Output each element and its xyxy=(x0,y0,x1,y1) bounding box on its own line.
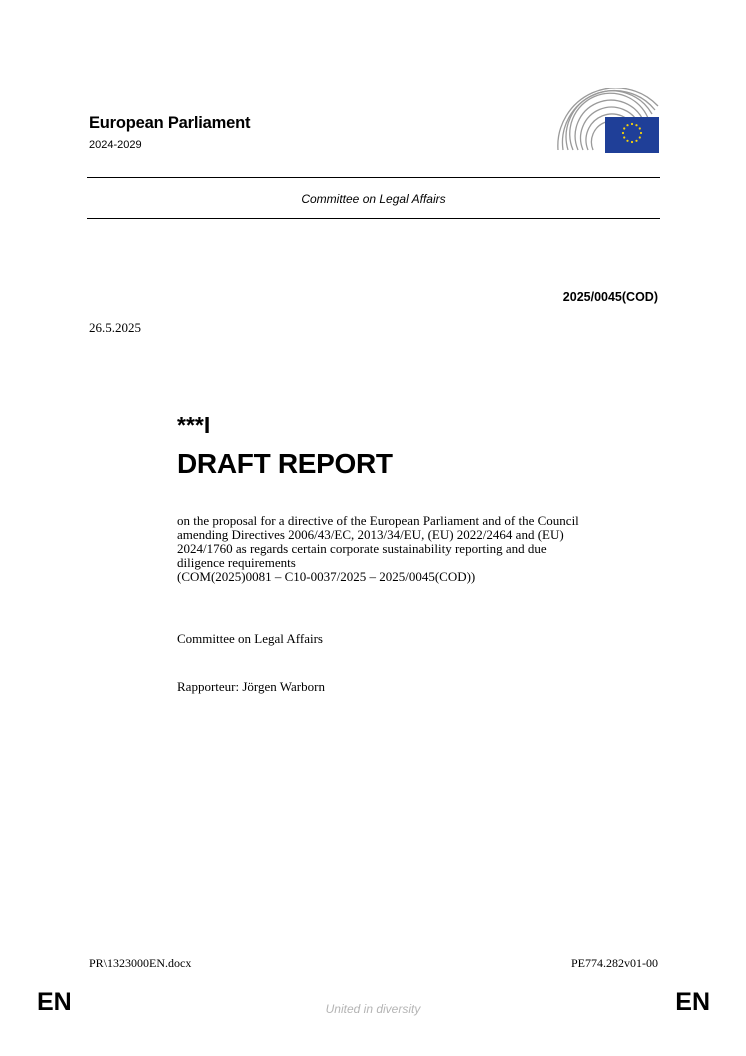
rapporteur: Rapporteur: Jörgen Warborn xyxy=(177,679,325,694)
footer-file-name: PR\1323000EN.docx xyxy=(89,956,192,970)
subject-line: 2024/1760 as regards certain corporate sustainability reporting and due xyxy=(177,541,547,556)
procedure-marker: ***I xyxy=(177,412,211,438)
procedure-reference: 2025/0045(COD) xyxy=(562,290,658,304)
subject-line: on the proposal for a directive of the European Parliament and of the Council xyxy=(177,513,579,528)
document-date: 26.5.2025 xyxy=(89,320,141,335)
subject-line: amending Directives 2006/43/EC, 2013/34/EU, (EU) 2022/2464 and (EU) xyxy=(177,527,564,542)
document-title: DRAFT REPORT xyxy=(177,448,393,479)
subject-line: (COM(2025)0081 – C10-0037/2025 – 2025/0045(COD)) xyxy=(177,569,476,584)
language-code-left: EN xyxy=(37,988,72,1016)
subject-line: diligence requirements xyxy=(177,555,296,570)
report-subject xyxy=(177,514,657,584)
parliamentary-term: 2024-2029 xyxy=(89,139,142,151)
committee-header: Committee on Legal Affairs xyxy=(301,192,446,206)
eu-motto: United in diversity xyxy=(325,1002,421,1016)
eu-flag xyxy=(605,117,659,153)
language-code-right: EN xyxy=(675,988,710,1016)
institution-name: European Parliament xyxy=(89,114,251,132)
european-parliament-logo-icon xyxy=(540,88,660,154)
responsible-committee: Committee on Legal Affairs xyxy=(177,631,323,646)
header-rule-bottom xyxy=(87,218,660,219)
footer-document-reference: PE774.282v01-00 xyxy=(571,956,658,970)
header-rule-top xyxy=(87,177,660,178)
